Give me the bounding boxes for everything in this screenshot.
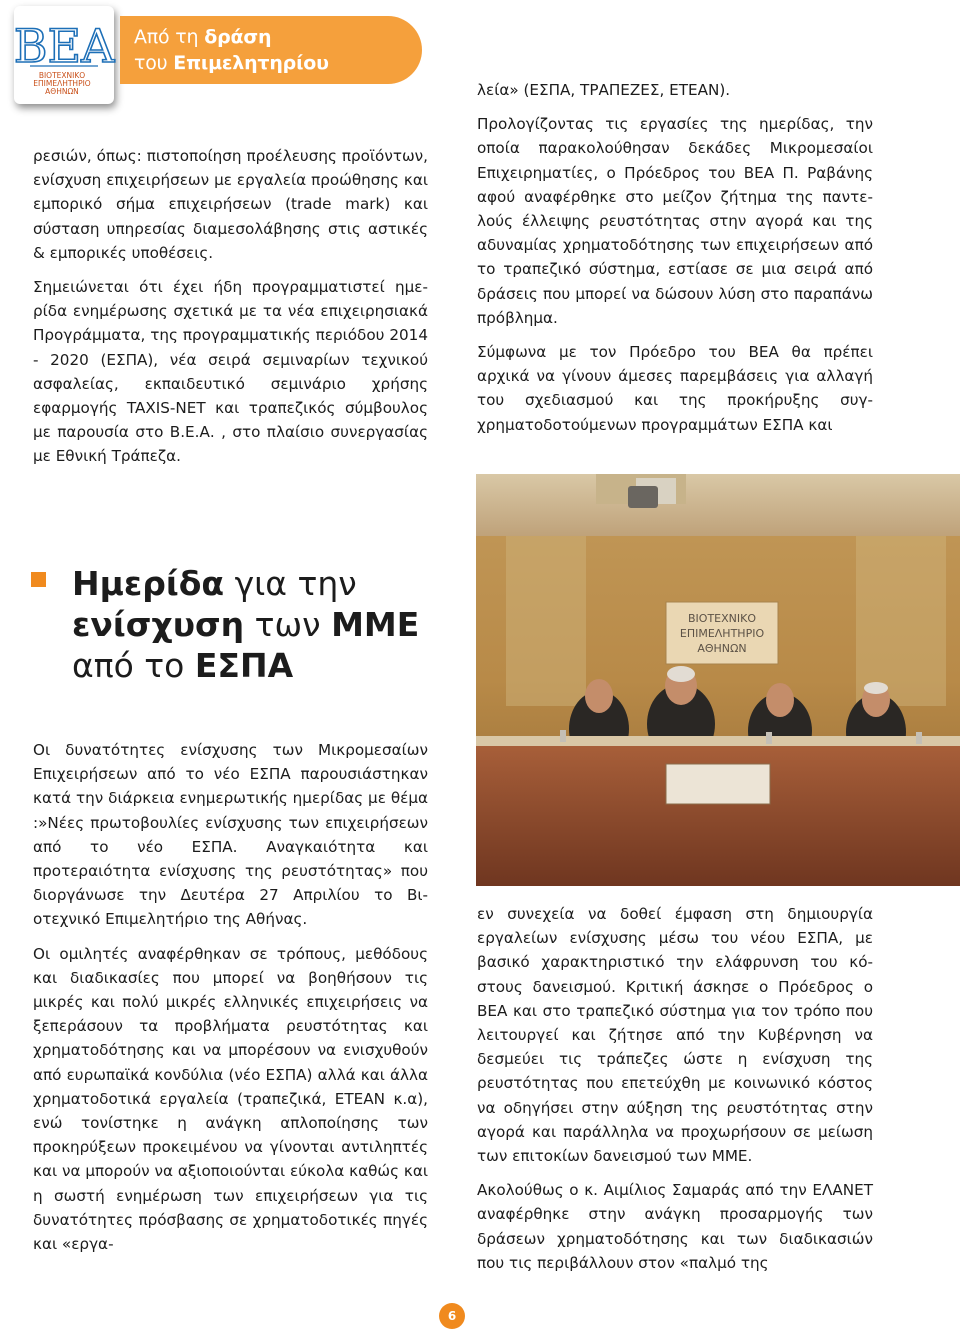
logo-caption [14,72,110,96]
headline-bold: Ημερίδα [72,564,225,603]
section-title-line-2 [134,52,329,74]
photo-banner-line-3: ΑΘΗΝΩΝ [697,642,747,655]
photo-banner-line-1: ΒΙΟΤΕΧΝΙΚΟ [688,612,756,625]
logo-letters: ΒΕΑ [13,19,115,73]
top-right-column [477,78,873,437]
logo-line-2: ΕΠΙΜΕΛΗΤΗΡΙΟ [33,79,91,88]
paragraph: Ακολούθως ο κ. Αιμίλιος Σαμαράς από την ΕΛΑΝΕΤ αναφέρθηκε στην ανάγκη προσαρμογής των δράσεων χρηματοδότησης και των διαδικασιών που τις περιβάλλουν στον «παλμό της [477,1181,873,1272]
section-title-line-1 [134,26,271,48]
headline-line-1 [72,563,452,604]
headline-light: για την [224,564,357,603]
logo-line-3: ΑΘΗΝΩΝ [45,87,79,96]
paragraph: λεία» (ΕΣΠΑ, ΤΡΑΠΕΖΕΣ, ΕΤΕΑΝ). [477,81,731,99]
headline-bold: ενίσχυση [72,605,245,644]
paragraph: Σύμφωνα με τον Πρόεδρο του ΒΕΑ θα πρέπει αρχικά να γίνουν άμεσες παρεμβάσεις για αλλαγή του σχεδιασμού και της προκήρυξης συγχρηματοδοτούμενων προγραμμάτων ΕΣΠΑ και [477,343,873,434]
paragraph: Οι δυνατότητες ενίσχυσης των Μικρομεσαίων Επιχειρήσεων από το νέο ΕΣΠΑ παρουσιάστηκαν κατά την διάρκεια ενημερωτικής ημερίδας με θέμα :»Νέες πρωτοβουλίες ενίσχυσης των επιχειρήσεων από το νέο ΕΣΠΑ. Αναγκαιότητα και προτεραιότητα ενίσχυσης της ρευστότητας» που διοργάνωσε την Δευτέρα 27 Απριλίου το Βιοτεχνικό Επιμελητήριο της Αθήνας. [33,741,428,929]
paragraph: ρεσιών, όπως: πιστοποίηση προέλευσης προϊόντων, ενίσχυση επιχειρήσεων με εργαλεία προώθησης και εμπορικό σήμα επιχειρήσεων (trade mark) και σύσταση υπηρεσίας διαμεσολάβησης στις αστικές & εμπορικές υποθέσεις. [33,147,428,262]
page-number: 6 [439,1303,465,1329]
top-left-column [33,144,428,469]
headline-light: από το [72,646,195,685]
bottom-right-column [477,902,873,1275]
article-headline [72,563,452,686]
headline-bold: ΜΜΕ [331,605,420,644]
headline-bold: ΕΣΠΑ [194,646,294,685]
paragraph: Σημειώνεται ότι έχει ήδη προγραμματιστεί ημερίδα ενημέρωσης σχετικά με τα νέα επιχειρησιακά Προγράμματα, της προγραμματικής περιόδου 2014 - 2020 (ΕΣΠΑ), νέα σειρά σεμιναρίων τεχνικού ασφαλείας, εκπαιδευτικό σεμινάριο χρήσης εφαρμογής TAXIS-NET και τραπεζικός σύμβουλος με παρουσία στο Β.Ε.Α. , στο πλαίσιο συνεργασίας με Εθνική Τράπεζα. [33,278,428,466]
event-photo [476,474,960,886]
headline-bullet [31,572,46,587]
section-line1-bold: δράση [204,26,272,48]
headline-line-3 [72,645,452,686]
photo-banner-line-2: ΕΠΙΜΕΛΗΤΗΡΙΟ [679,627,765,640]
paragraph: Προλογίζοντας τις εργασίες της ημερίδας, την οποία παρακολούθησαν δεκάδες Μικρομεσαίοι Επιχειρηματίες, ο Πρόεδρος του ΒΕΑ Π. Ραβάνης αφού αναφέρθηκε στο μείζον ζήτημα της παντελούς έλλειψης ρευστότητας στην αγορά και της αδυναμίας χρηματοδότησης των επιχειρήσεων από το τραπεζικό σύστημα, εστίασε σε μια σειρά από δράσεις που μπορεί να δώσουν λύση στο παραπάνω πρόβλημα. [477,115,873,327]
section-line1-prefix: Από τη [134,26,205,48]
chamber-logo [14,6,114,104]
headline-light: των [244,605,332,644]
section-line2-prefix: του [134,52,174,74]
section-line2-bold: Επιμελητηρίου [173,52,329,74]
paragraph: Οι ομιλητές αναφέρθηκαν σε τρόπους, μεθόδους και διαδικασίες που μπορεί να βοηθήσουν τις μικρές και πολύ μικρές ελληνικές επιχειρήσεις να ξεπεράσουν τα προβλήματα ρευστότητας και χρηματοδότησης και να μπορέσουν να ενισχυθούν από ευρωπαϊκά κονδύλια (νέο ΕΣΠΑ) αλλά και άλλα χρηματοδοτικά εργαλεία (τραπεζικά, ΕΤΕΑΝ κ.α), ενώ τονίστηκε η ανάγκη απλοποίησης των προκηρύξεων προκειμένου να γίνονται αντιληπτές και να μπορούν να αξιοποιούνται εύκολα καθώς και η σωστή ενημέρωση των επιχειρήσεων για τις δυνατότητες πρόσβασης σε χρηματοδοτικές πηγές και «εργα- [33,944,428,1254]
bottom-left-column [33,738,428,1256]
conference-photo-illustration [476,474,960,886]
paragraph: εν συνεχεία να δοθεί έμφαση στη δημιουργία εργαλείων ενίσχυσης μέσω του νέου ΕΣΠΑ, με βασικό χαρακτηριστικό την ελάφρυνση του κόστους δανεισμού. Κριτική άσκησε ο Πρόεδρος ο ΒΕΑ και στο τραπεζικό σύστημα για τον τρόπο που λειτουργεί και ζήτησε από την Κυβέρνηση να δεσμεύει τις τράπεζες ώστε η ενίσχυση της ρευστότητας που επετεύχθη με κοινωνικό κόστος να οδηγήσει στην αύξηση της ρευστότητας στην αγορά και παράλληλα να προχωρήσουν σε μείωση των επιτοκίων δανεισμού των ΜΜΕ. [477,905,873,1166]
logo-line-1: ΒΙΟΤΕΧΝΙΚΟ [38,71,86,80]
headline-line-2 [72,604,452,645]
section-header-tab [120,16,422,84]
